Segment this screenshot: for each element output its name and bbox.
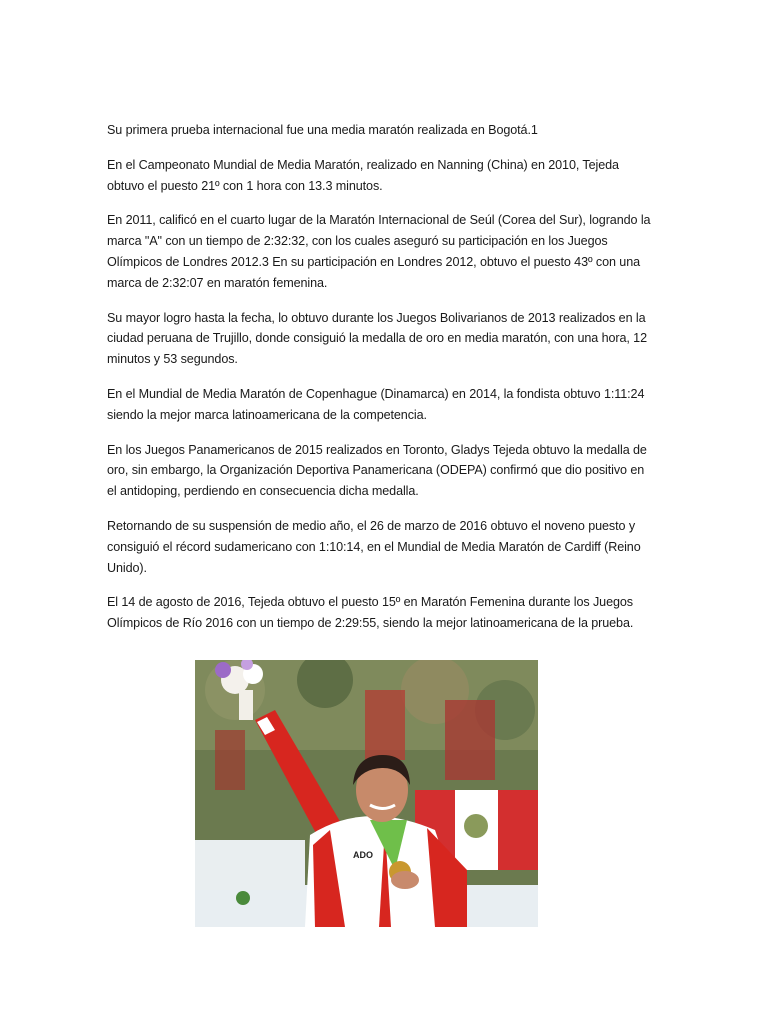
- paragraph-seoul-london: En 2011, calificó en el cuarto lugar de la Maratón Internacional de Seúl (Corea del Sur), logrando la marca "A" con un tiempo de 2:32:32, con los cuales aseguró su participación en los Juegos Olímpicos de Londres 2012.3 En su participación en Londres 2012, obtuvo el puesto 43º con una marca de 2:32:07 en maratón femenina.: [107, 213, 651, 290]
- paragraph-copenhagen-2014: En el Mundial de Media Maratón de Copenhague (Dinamarca) en 2014, la fondista obtuvo 1:11:24 siendo la mejor marca latinoamericana de la competencia.: [107, 386, 645, 422]
- paragraph-toronto-2015: En los Juegos Panamericanos de 2015 realizados en Toronto, Gladys Tejeda obtuvo la medalla de oro, sin embargo, la Organización Deportiva Panamericana (ODEPA) confirmó que dio positivo en el antidoping, perdiendo en consecuencia dicha medalla.: [107, 442, 647, 499]
- paragraph-first-race: Su primera prueba internacional fue una media maratón realizada en Bogotá.1: [107, 123, 538, 137]
- paragraph-nanning-2010: En el Campeonato Mundial de Media Maratón, realizado en Nanning (China) en 2010, Tejeda obtuvo el puesto 21º con 1 hora con 13.3 minutos.: [107, 157, 619, 193]
- athlete-photo: [195, 660, 538, 927]
- paragraph-bolivarian-2013: Su mayor logro hasta la fecha, lo obtuvo durante los Juegos Bolivarianos de 2013 realizados en la ciudad peruana de Trujillo, donde consiguió la medalla de oro en media maratón, con una hora, 12 minutos y 53 segundos.: [107, 310, 647, 367]
- jacket-logo: ADO: [353, 850, 373, 860]
- paragraph-rio-2016: El 14 de agosto de 2016, Tejeda obtuvo el puesto 15º en Maratón Femenina durante los Juegos Olímpicos de Río 2016 con un tiempo de 2:29:55, siendo la mejor latinoamericana de la prueba.: [107, 595, 634, 631]
- document-body: [107, 120, 655, 648]
- paragraph-cardiff-2016: Retornando de su suspensión de medio año, el 26 de marzo de 2016 obtuvo el noveno puesto y consiguió el récord sudamericano con 1:10:14, en el Mundial de Media Maratón de Cardiff (Reino Unido).: [107, 518, 641, 575]
